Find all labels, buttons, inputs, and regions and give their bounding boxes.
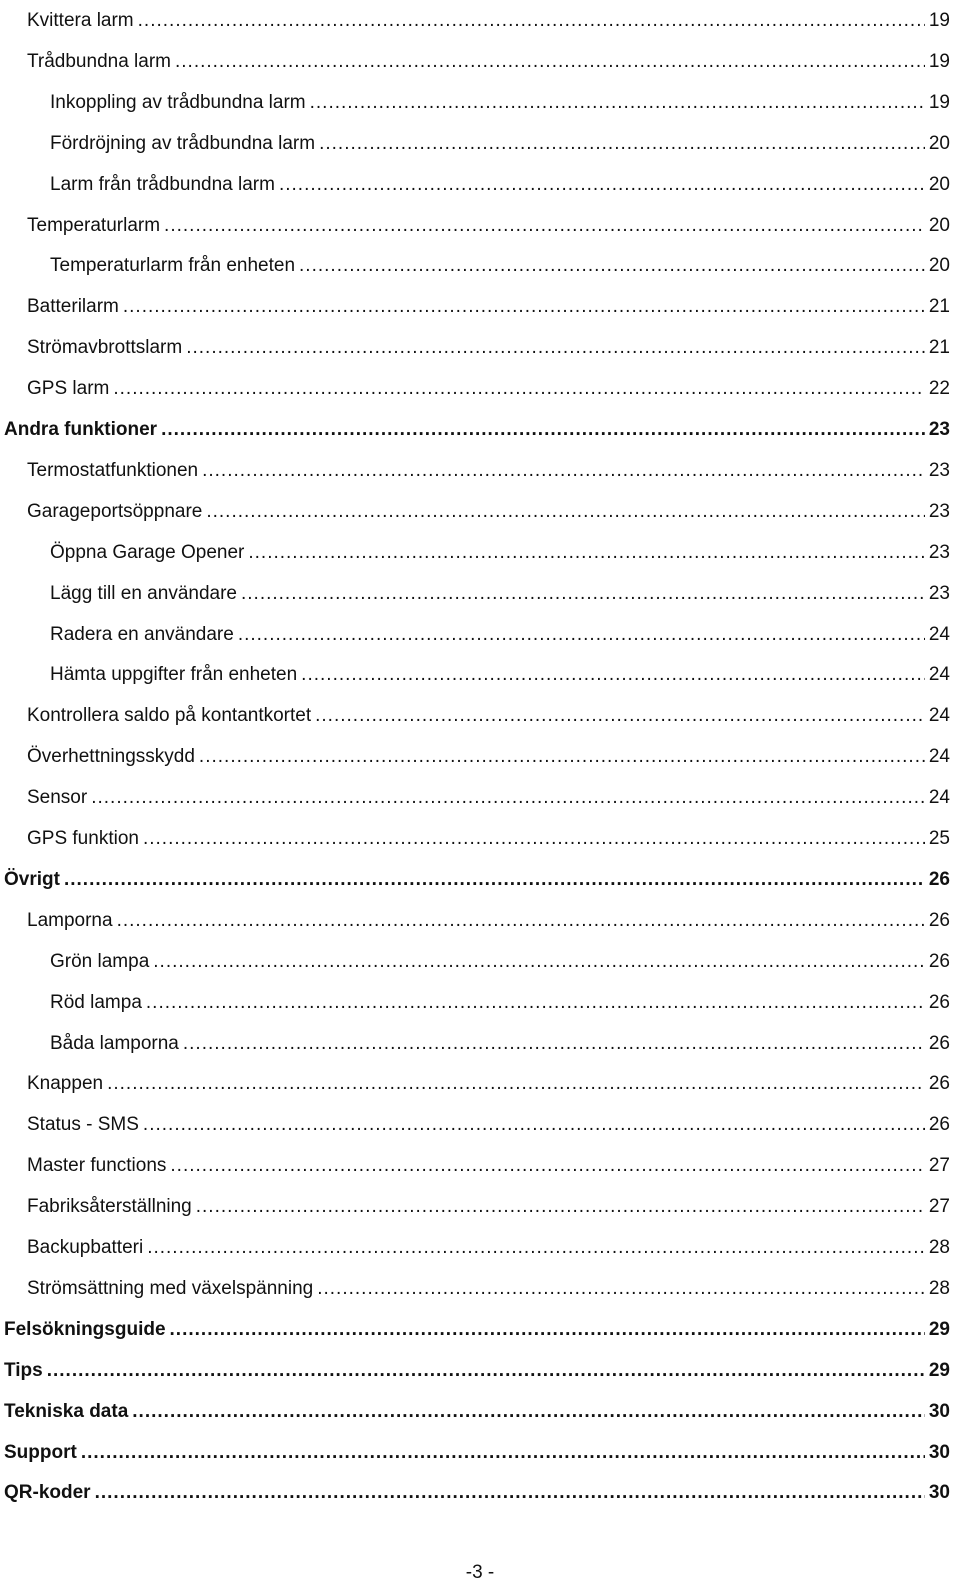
- toc-entry[interactable]: [4, 1391, 950, 1423]
- toc-entry-page: 23: [928, 582, 950, 604]
- toc-entry-title: Status - SMS: [27, 1114, 139, 1136]
- toc-entry-title: Båda lamporna: [50, 1032, 179, 1054]
- toc-entry[interactable]: [27, 368, 950, 400]
- toc-dot-leader: [183, 1033, 925, 1055]
- toc-entry-page: 26: [928, 1032, 950, 1054]
- toc-entry[interactable]: [27, 1268, 950, 1300]
- toc-dot-leader: [317, 1278, 925, 1300]
- toc-entry-page: 26: [928, 909, 950, 931]
- toc-entry-page: 24: [928, 664, 950, 686]
- toc-dot-leader: [310, 92, 925, 114]
- toc-entry-title: Övrigt: [4, 868, 60, 890]
- toc-entry-page: 20: [928, 214, 950, 236]
- toc-entry-title: Radera en användare: [50, 623, 234, 645]
- toc-dot-leader: [161, 419, 925, 441]
- toc-entry[interactable]: [27, 327, 950, 359]
- toc-entry[interactable]: [50, 573, 950, 605]
- toc-entry[interactable]: [4, 1472, 950, 1504]
- toc-entry-page: 24: [928, 623, 950, 645]
- toc-entry-page: 21: [928, 296, 950, 318]
- toc-entry-title: Backupbatteri: [27, 1237, 144, 1258]
- toc-dot-leader: [299, 255, 925, 277]
- toc-entry[interactable]: [4, 1432, 950, 1464]
- toc-entry-title: Lamporna: [27, 909, 113, 931]
- toc-entry-title: Temperaturlarm: [27, 214, 161, 236]
- toc-dot-leader: [196, 1196, 925, 1218]
- toc-entry[interactable]: [50, 164, 950, 196]
- toc-entry-title: Trådbundna larm: [27, 50, 171, 72]
- toc-entry-title: Sensor: [27, 787, 88, 809]
- toc-dot-leader: [138, 10, 925, 32]
- toc-entry-title: GPS larm: [27, 378, 110, 400]
- toc-dot-leader: [170, 1319, 925, 1341]
- toc-entry-page: 29: [928, 1359, 950, 1381]
- toc-dot-leader: [91, 787, 925, 809]
- toc-dot-leader: [319, 133, 925, 155]
- toc-entry-page: 28: [928, 1237, 950, 1258]
- toc-dot-leader: [164, 215, 925, 237]
- toc-entry-title: GPS funktion: [27, 828, 139, 849]
- toc-entry-title: Garageportsöppnare: [27, 500, 203, 522]
- toc-dot-leader: [95, 1482, 925, 1504]
- toc-entry-title: Strömsättning med växelspänning: [27, 1277, 314, 1299]
- toc-entry-page: 20: [928, 173, 950, 195]
- toc-dot-leader: [64, 869, 925, 891]
- toc-entry-page: 23: [928, 541, 950, 563]
- toc-entry[interactable]: [27, 1227, 950, 1259]
- toc-entry-page: 21: [928, 337, 950, 359]
- toc-dot-leader: [202, 460, 925, 482]
- toc-entry[interactable]: [27, 1145, 950, 1177]
- toc-dot-leader: [143, 828, 925, 850]
- toc-entry-page: 30: [928, 1400, 950, 1422]
- toc-entry-title: Termostatfunktionen: [27, 459, 199, 481]
- toc-entry[interactable]: [50, 245, 950, 277]
- toc-entry[interactable]: [50, 1023, 950, 1055]
- toc-entry-title: Master functions: [27, 1155, 167, 1177]
- toc-dot-leader: [47, 1360, 925, 1382]
- toc-entry-page: 27: [928, 1155, 950, 1177]
- toc-entry-page: 20: [928, 255, 950, 277]
- toc-entry[interactable]: [50, 982, 950, 1014]
- toc-entry-title: Grön lampa: [50, 950, 150, 972]
- toc-entry[interactable]: [27, 41, 950, 73]
- toc-entry-page: 23: [928, 459, 950, 481]
- toc-entry-title: Kontrollera saldo på kontantkortet: [27, 705, 312, 727]
- toc-entry[interactable]: [27, 777, 950, 809]
- toc-entry[interactable]: [4, 1309, 950, 1341]
- toc-entry-page: 24: [928, 746, 950, 768]
- toc-entry-title: Larm från trådbundna larm: [50, 173, 275, 195]
- toc-entry[interactable]: [27, 205, 950, 237]
- toc-entry[interactable]: [27, 736, 950, 768]
- toc-entry-page: 26: [928, 1073, 950, 1095]
- toc-entry-page: 26: [928, 950, 950, 972]
- toc-entry-title: Lägg till en användare: [50, 582, 237, 604]
- toc-dot-leader: [175, 51, 925, 73]
- toc-entry-title: Fabriksåterställning: [27, 1196, 192, 1218]
- toc-entry-page: 25: [928, 828, 950, 849]
- toc-dot-leader: [146, 992, 925, 1014]
- toc-dot-leader: [117, 910, 925, 932]
- toc-entry-title: Kvittera larm: [27, 10, 134, 31]
- toc-entry-title: QR-koder: [4, 1482, 91, 1504]
- toc-entry-page: 20: [928, 132, 950, 154]
- toc-dot-leader: [132, 1401, 925, 1423]
- toc-entry-title: Överhettningsskydd: [27, 746, 195, 768]
- toc-entry-page: 19: [928, 10, 950, 31]
- toc-entry[interactable]: [27, 0, 950, 32]
- toc-entry-page: 22: [928, 378, 950, 400]
- toc-entry[interactable]: [50, 654, 950, 686]
- toc-dot-leader: [238, 624, 925, 646]
- toc-entry-page: 26: [928, 868, 950, 890]
- toc-entry-page: 28: [928, 1277, 950, 1299]
- toc-entry[interactable]: [27, 1104, 950, 1136]
- toc-entry[interactable]: [27, 450, 950, 482]
- toc-dot-leader: [279, 174, 925, 196]
- toc-entry-page: 30: [928, 1482, 950, 1504]
- toc-entry[interactable]: [27, 900, 950, 932]
- toc-dot-leader: [143, 1114, 925, 1136]
- toc-entry[interactable]: [27, 695, 950, 727]
- toc-entry-page: 24: [928, 787, 950, 809]
- toc-entry[interactable]: [27, 1186, 950, 1218]
- toc-dot-leader: [248, 542, 925, 564]
- toc-entry-title: Tips: [4, 1359, 43, 1381]
- toc-entry-title: Batterilarm: [27, 296, 119, 318]
- toc-entry-page: 23: [928, 500, 950, 522]
- toc-entry-page: 19: [928, 91, 950, 113]
- toc-dot-leader: [199, 746, 925, 768]
- toc-dot-leader: [123, 296, 925, 318]
- toc-entry[interactable]: [27, 1063, 950, 1095]
- toc-entry[interactable]: [50, 941, 950, 973]
- toc-entry[interactable]: [4, 409, 950, 441]
- toc-entry[interactable]: [27, 818, 950, 850]
- toc-entry[interactable]: [50, 614, 950, 646]
- toc-entry-title: Knappen: [27, 1073, 104, 1095]
- toc-dot-leader: [170, 1155, 924, 1177]
- toc-entry-page: 24: [928, 705, 950, 727]
- toc-dot-leader: [241, 583, 925, 605]
- toc-dot-leader: [186, 337, 925, 359]
- toc-entry-title: Strömavbrottslarm: [27, 337, 183, 359]
- toc-entry-page: 30: [928, 1441, 950, 1463]
- toc-dot-leader: [301, 664, 925, 686]
- toc-entry[interactable]: [4, 859, 950, 891]
- toc-dot-leader: [206, 501, 925, 523]
- toc-dot-leader: [81, 1442, 925, 1464]
- toc-entry[interactable]: [27, 491, 950, 523]
- toc-entry[interactable]: [4, 1350, 950, 1382]
- toc-entry[interactable]: [27, 286, 950, 318]
- toc-entry[interactable]: [50, 532, 950, 564]
- toc-entry-page: 26: [928, 991, 950, 1013]
- toc-entry[interactable]: [50, 82, 950, 114]
- toc-entry-page: 23: [928, 419, 950, 440]
- toc-dot-leader: [147, 1237, 925, 1259]
- toc-entry-title: Andra funktioner: [4, 419, 158, 440]
- toc-dot-leader: [113, 378, 925, 400]
- toc-dot-leader: [315, 705, 925, 727]
- toc-entry[interactable]: [50, 123, 950, 155]
- toc-entry-page: 26: [928, 1114, 950, 1136]
- toc-entry-title: Fördröjning av trådbundna larm: [50, 132, 316, 154]
- toc-entry-title: Temperaturlarm från enheten: [50, 255, 296, 277]
- toc-dot-leader: [153, 951, 925, 973]
- toc-dot-leader: [107, 1073, 925, 1095]
- toc-entry-page: 29: [928, 1318, 950, 1340]
- toc-entry-title: Öppna Garage Opener: [50, 541, 245, 563]
- toc-entry-title: Felsökningsguide: [4, 1318, 166, 1340]
- toc-entry-page: 19: [928, 50, 950, 72]
- toc-entry-title: Tekniska data: [4, 1400, 129, 1422]
- toc-entry-title: Support: [4, 1441, 77, 1463]
- toc-entry-page: 27: [928, 1196, 950, 1218]
- page-number: -3 -: [465, 1562, 495, 1583]
- toc-entry-title: Röd lampa: [50, 991, 142, 1013]
- toc-entry-title: Inkoppling av trådbundna larm: [50, 91, 306, 113]
- toc-entry-title: Hämta uppgifter från enheten: [50, 664, 298, 686]
